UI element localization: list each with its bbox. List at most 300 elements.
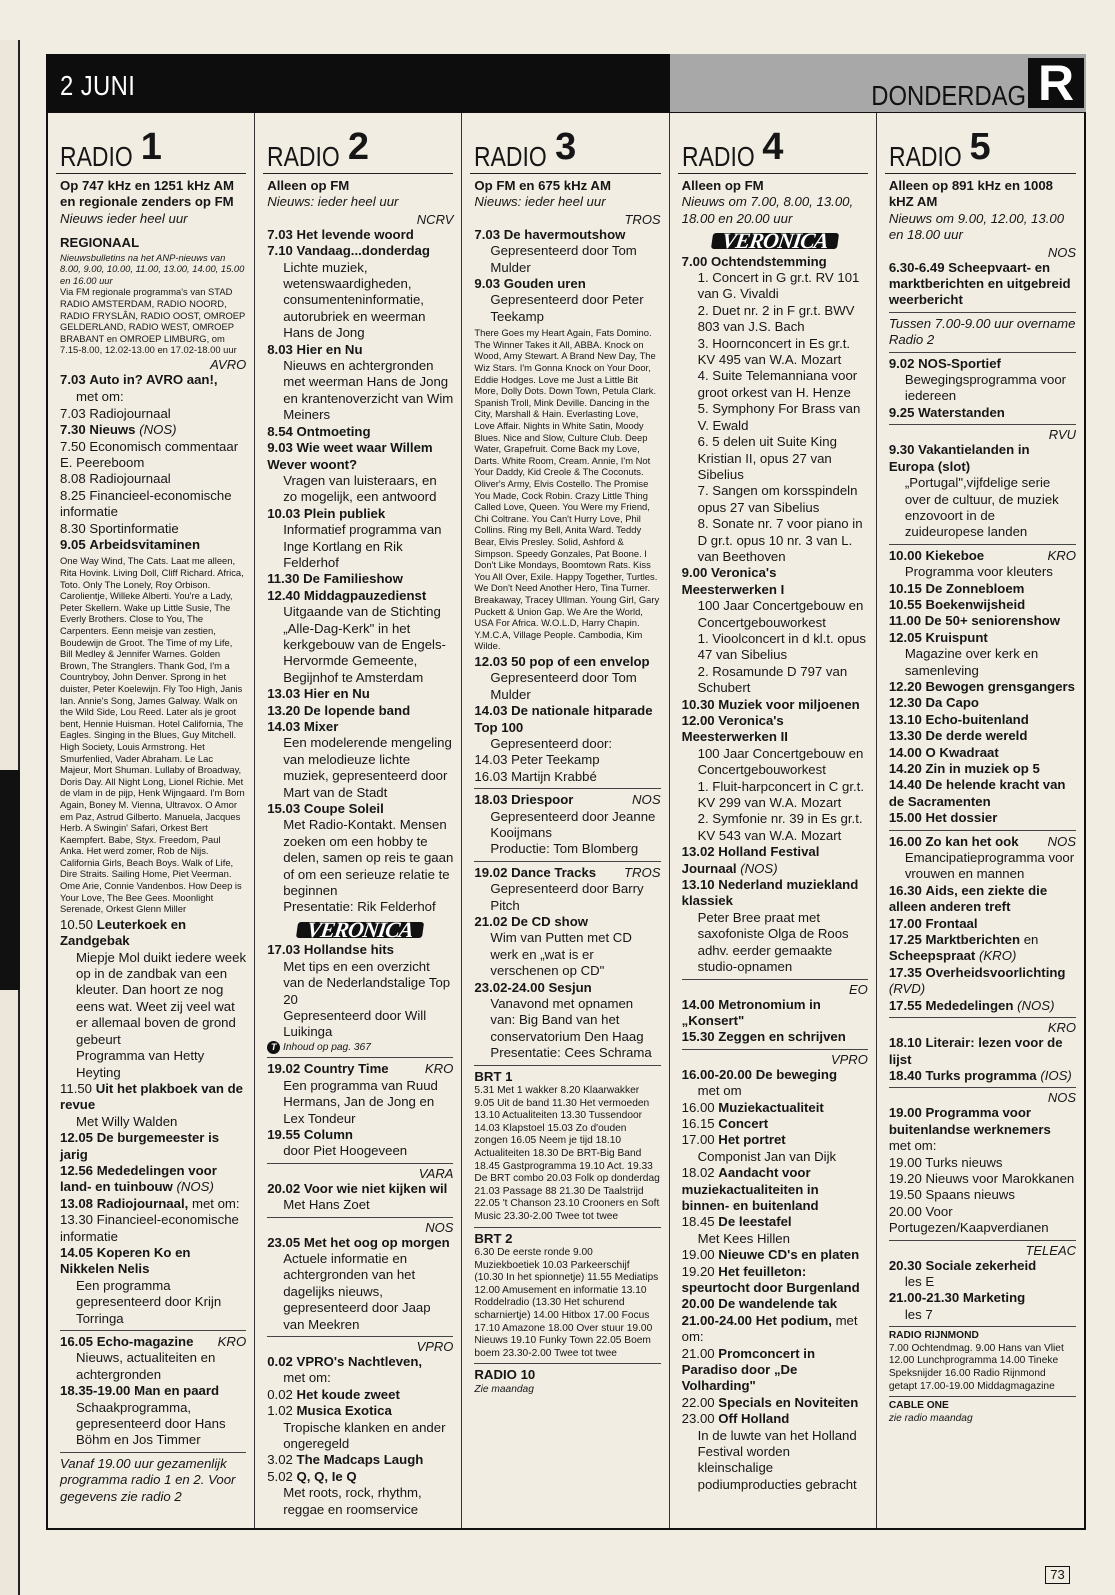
divider bbox=[263, 173, 453, 174]
program-title: De leestafel bbox=[718, 1214, 792, 1230]
program-time: 20.00 bbox=[681, 1296, 715, 1312]
program-time: 5.02 bbox=[267, 1468, 293, 1484]
program-title: Arbeidsvitaminen bbox=[89, 537, 201, 553]
program-time: 10.50 bbox=[60, 916, 94, 932]
program-item bbox=[682, 997, 868, 1030]
divider bbox=[682, 1049, 868, 1050]
program-title: Specials en Noviteiten bbox=[718, 1394, 859, 1410]
program-title: De Zonnebloem bbox=[925, 580, 1025, 596]
program-desc: Gepresenteerd door Will Luikinga bbox=[283, 1007, 427, 1040]
divider bbox=[889, 424, 1076, 425]
program-title: Ochtendstemming bbox=[710, 253, 827, 269]
program-title: De derde wereld bbox=[925, 728, 1028, 744]
program-item bbox=[267, 1061, 453, 1077]
program-title: Holland Festival Journaal bbox=[681, 844, 820, 876]
program-time: 19.02 bbox=[267, 1061, 301, 1077]
program-broadcaster: (NOS) bbox=[740, 860, 778, 876]
program-title: Nieuwe CD's en platen bbox=[718, 1247, 860, 1263]
rijnmond-title: RADIO RIJNMOND bbox=[888, 1330, 979, 1342]
program-item bbox=[889, 1035, 1076, 1068]
divider bbox=[678, 173, 868, 174]
radio-listings bbox=[46, 112, 1086, 1530]
program-item bbox=[889, 745, 1076, 761]
program-item bbox=[267, 342, 453, 358]
program-item bbox=[682, 1296, 868, 1312]
program-title: Mixer bbox=[303, 719, 339, 734]
program-title: Promconcert in Paradiso door „De Volharding" bbox=[681, 1345, 816, 1394]
program-desc: Magazine over kerk en samenleving bbox=[904, 646, 1039, 678]
program-time: 12.20 bbox=[888, 678, 922, 694]
program-title: Hollandse hits bbox=[303, 942, 395, 958]
header-date-bar bbox=[46, 54, 670, 112]
program-broadcaster: (IOS) bbox=[1040, 1067, 1072, 1083]
program-item bbox=[889, 1105, 1076, 1154]
veronica-logo bbox=[682, 228, 868, 254]
program-time: 22.00 bbox=[681, 1394, 715, 1410]
program-time: 19.20 bbox=[681, 1263, 715, 1279]
program-title: Sociale zekerheid bbox=[925, 1257, 1037, 1273]
program-title: Het dossier bbox=[925, 810, 998, 826]
program-item bbox=[889, 1068, 1076, 1084]
program-title: Het portret bbox=[718, 1132, 786, 1148]
program-item bbox=[889, 834, 1076, 850]
program-desc: Met Radio-Kontakt. Mensen zoeken om een hobby te delen, samen op reis te gaan of om een serieuze relatie te beginnen bbox=[283, 817, 454, 899]
program-time: 14.03 bbox=[267, 719, 301, 734]
program-desc: 5. Symphony For Brass van V. Ewald bbox=[697, 401, 861, 433]
divider bbox=[267, 1057, 453, 1058]
regional-text-2: Via FM regionale programma's van STAD RADIO AMSTERDAM, RADIO NOORD, RADIO FRYSLÂN, RADIO OOST, OMROEP GELDERLAND, RADIO WEST, OMROEP BRABANT en OMROEP LIMBURG, om 7.15-8.00, 12.02-13.00 en 17.02-18.00 uur bbox=[60, 286, 246, 356]
program-desc: Met Willy Walden bbox=[76, 1113, 178, 1129]
program-desc: Gepresenteerd door Jeanne Kooijmans bbox=[490, 808, 656, 840]
program-item bbox=[682, 254, 868, 270]
program-title: Waterstanden bbox=[918, 404, 1005, 420]
program-title: Mededelingen bbox=[925, 997, 1014, 1013]
program-title: De beweging bbox=[755, 1066, 838, 1082]
program-title: Ontmoeting bbox=[296, 423, 371, 439]
program-desc: Met roots, rock, rhythm, reggae en roomservice bbox=[283, 1485, 422, 1517]
program-item bbox=[267, 801, 453, 817]
radio4-column bbox=[670, 113, 877, 1528]
divider bbox=[474, 1065, 660, 1066]
program-time: 16.00 bbox=[681, 1099, 715, 1115]
program-time: 18.35-19.00 bbox=[60, 1383, 131, 1399]
program-desc: Gepresenteerd door: bbox=[490, 735, 613, 751]
program-desc: les E bbox=[904, 1273, 935, 1289]
section-letter-badge: R bbox=[1028, 58, 1084, 108]
program-item bbox=[267, 1452, 453, 1468]
frequency-info: Alleen op FM bbox=[267, 178, 350, 193]
program-time: 0.02 bbox=[267, 1354, 293, 1369]
program-item bbox=[682, 1132, 868, 1148]
regional-title: REGIONAAL bbox=[60, 235, 140, 251]
program-title: Off Holland bbox=[718, 1411, 790, 1427]
program-time: 9.02 bbox=[888, 355, 915, 371]
program-item bbox=[682, 877, 868, 910]
program-time: 17.00 bbox=[888, 915, 922, 931]
program-title: Wie weet waar Willem Wever woont? bbox=[267, 440, 433, 472]
program-desc: Miepje Mol duikt iedere week op in de zandbak van een kleuter. Dan hoort ze nog eens wat. Weet zij veel wat er allemaal boven de grond gebeurt bbox=[76, 949, 247, 1047]
divider bbox=[60, 1330, 246, 1331]
program-time: 12.40 bbox=[267, 587, 301, 603]
cable-one-title: CABLE ONE bbox=[888, 1400, 949, 1412]
program-time: 21.00 bbox=[681, 1345, 715, 1361]
program-desc: Componist Jan van Dijk bbox=[697, 1148, 837, 1164]
broadcaster-nos: NOS bbox=[1047, 244, 1077, 260]
radio1-header bbox=[60, 119, 246, 172]
page-header bbox=[46, 54, 1086, 112]
program-title: Overheidsvoorlichting bbox=[925, 964, 1066, 980]
program-title: De burgemeester is jarig bbox=[60, 1130, 220, 1162]
program-title: Kiekeboe bbox=[925, 547, 985, 563]
program-time: 1.02 bbox=[267, 1403, 293, 1419]
program-time: 14.03 bbox=[474, 703, 508, 719]
program-time: 19.55 bbox=[267, 1126, 301, 1142]
program-title: Uit het plakboek van de revue bbox=[60, 1080, 244, 1113]
program-time: 12.05 bbox=[888, 629, 922, 645]
program-title: Voor wie niet kijken wil bbox=[303, 1180, 448, 1196]
news-info: Nieuws: ieder heel uur bbox=[474, 194, 606, 210]
program-desc: 3. Hoornconcert in Es gr.t. KV 495 van W.A. Mozart bbox=[697, 335, 851, 368]
program-time: 15.00 bbox=[888, 810, 922, 826]
program-title: Dance Tracks bbox=[511, 864, 597, 880]
program-item bbox=[889, 883, 1076, 916]
program-time: 17.55 bbox=[888, 997, 922, 1013]
program-item bbox=[474, 703, 660, 736]
program-broadcaster: KRO bbox=[217, 1334, 247, 1349]
program-title: Marktberichten bbox=[925, 932, 1021, 948]
broadcaster-vpro: VPRO bbox=[416, 1339, 454, 1354]
playlist: One Way Wind, The Cats. Laat me alleen, Rita Hovink. Living Doll, Cliff Richard. Africa, Toto. Only The Lonely, Roy Orbison. Carolientje, Willeke Alberti. You're a Lady, Peter Skellern. Wake up Little Susie, The Everly Brothers. Close to You, The Carpenters. Eenn meisje van zestien, Boudewijn de Groot. The Time of my Life, Bill Medley & Jennifer Warnes. Golden Brown, The Stranglers. Thank God, I'm a Countryboy, John Denver. Sprong in het duister, Peter Koelewijn. Fly Too High, Janis Ian. Annie's Song, James Galway. Walk on the Wild Side, Lou Reed. Later als je groot bent, Hennie Huisman. Hotel California, The Eagles. Singing in the Blues, Guy Mitchell. High Society, Louis Armstrong. Het Smurfenlied, Vader Abraham. Le Lac Majeur, Mort Shuman. Lullaby of Broadway, Doris Day. All Night Long, Lionel Richie. Met de vlam in de pijp, Henk Wijngaard. I'm Born Again, Boney M. Vienna, Ultravox. O Amor em Paz, Astrud Gilberto. Manuela, Jacques Herb. A Swingin' Safari, Orkest Bert Kaempfert. Babe, Styx. Freedom, Paul Anka. Het werd zomer, Rob de Nijs. California Girls, Beach Boys. Walk of Life, Dire Straits. Sailing Home, Piet Veerman. Ome Arie, Connie Vandenbos. How Deep is Your Love, The Bee Gees. Moonlight Serenade, Orkest Glenn Miller bbox=[60, 555, 245, 915]
program-time: 7.00 bbox=[681, 253, 708, 269]
program-title: Kruispunt bbox=[925, 629, 988, 645]
program-desc: 2. Rosamunde D 797 van Schubert bbox=[697, 663, 848, 696]
broadcaster-kro: KRO bbox=[1047, 1020, 1077, 1036]
program-time: 13.02 bbox=[681, 844, 715, 860]
program-title: Hier en Nu bbox=[303, 686, 370, 702]
program-item bbox=[889, 356, 1076, 372]
divider bbox=[267, 1163, 453, 1164]
program-desc: Bewegingsprogramma voor iedereen bbox=[904, 372, 1067, 404]
page-edge bbox=[0, 40, 20, 1595]
program-item bbox=[682, 697, 868, 713]
header-date: 2 JUNI bbox=[60, 70, 136, 101]
divider bbox=[474, 861, 660, 862]
program-broadcaster: (NOS) bbox=[139, 422, 177, 438]
program-title: Radiojournaal, bbox=[96, 1195, 189, 1211]
program-time: 12.05 bbox=[60, 1130, 94, 1146]
column-footer: Vanaf 19.00 uur gezamenlijk programma radio 1 en 2. Voor gegevens zie radio 2 bbox=[60, 1455, 236, 1504]
program-desc: Programma van Hetty Heyting bbox=[76, 1048, 205, 1080]
program-desc: Vanavond met opnamen van: Big Band van het conservatorium Den Haag bbox=[490, 996, 644, 1044]
station-number: 5 bbox=[969, 126, 991, 168]
broadcaster-rvu: RVU bbox=[1048, 427, 1077, 443]
program-item bbox=[267, 1127, 453, 1143]
program-line: 8.08 Radiojournaal bbox=[60, 471, 171, 487]
divider bbox=[889, 1326, 1076, 1327]
program-desc: Presentatie: Cees Schrama bbox=[490, 1045, 652, 1061]
program-item bbox=[889, 965, 1076, 998]
divider bbox=[474, 1363, 660, 1364]
program-item bbox=[267, 571, 453, 587]
program-time: 10.00 bbox=[888, 547, 922, 563]
program-title: Turks programma bbox=[925, 1067, 1037, 1083]
program-item bbox=[267, 506, 453, 522]
program-time: 23.00 bbox=[681, 1411, 715, 1427]
program-title: Scheepspraat bbox=[888, 948, 976, 964]
program-time: 3.02 bbox=[267, 1452, 293, 1468]
program-time: 17.35 bbox=[888, 964, 922, 980]
playlist: There Goes my Heart Again, Fats Domino. The Winner Takes it All, ABBA. Knock on Wood, Amy Stewart. A Brand New Day, The Wiz Stars. I'm Gonna Knock on Your Door, Eddie Hodges. Love me Just a Little Bit More, Dolly Dots. Down Town, Petula Clark. Spanish Troll, Mink Deville. Dancing in the City, Marshall & Hain. Everlasting Love, Love Affair. Nights in White Satin, Moody Blues. Nice and Slow, Culture Club. Deep Water, Grapefruit. Come Back my Love, Darts. White Room, Cream. Annie, I'm Not Your Daddy, Kid Creole & The Coconuts. Oliver's Army, Elvis Costello. The Promise You Made, Cock Robin. Crazy Little Thing Called Love, Queen. You Were my Friend, Chi Coltrane. You Can't Hurry Love, Phil Collins. Ring my Bell, Anita Ward. Teddy Bear, Elvis Presley. Solid, Ashford & Simpson. Speedy Gonzales, Pat Boone. I Don't Like Mondays, Boomtown Rats. Kiss You All Over, Exile. Happy Together, Turtles. We Don't Need Another Hero, Tina Turner. Breakaway, Tracey Ullman. Young Girl, Gary Puckett & Union Gap. We Are the World, USA For Africa. W.O.L.D, Harry Chapin. Y.M.C.A, Village People. Cambodia, Kim Wilde. bbox=[474, 327, 660, 652]
program-item bbox=[474, 980, 660, 996]
program-time: 11.00 bbox=[888, 613, 922, 629]
broadcaster-vpro: VPRO bbox=[830, 1051, 868, 1067]
divider bbox=[60, 1452, 246, 1453]
program-item bbox=[682, 1264, 868, 1297]
divider bbox=[470, 173, 660, 174]
program-item bbox=[682, 713, 868, 746]
program-desc: Schaakprogramma, gepresenteerd door Hans Böhm en Jos Timmer bbox=[76, 1399, 226, 1448]
broadcaster-ncrv: NCRV bbox=[416, 211, 454, 227]
page-reference-text: Inhoud op pag. 367 bbox=[283, 1041, 371, 1053]
program-time: 17.25 bbox=[888, 932, 922, 948]
program-title: NOS-Sportief bbox=[918, 355, 1001, 371]
program-time: 21.00-21.30 bbox=[888, 1290, 960, 1306]
program-item bbox=[682, 844, 868, 877]
program-item bbox=[889, 998, 1076, 1014]
radio3-header bbox=[474, 119, 660, 172]
program-title: Metronomium in „Konsert" bbox=[681, 996, 821, 1028]
program-item bbox=[682, 1100, 868, 1116]
news-info: Nieuws ieder heel uur bbox=[60, 210, 188, 226]
program-time: 18.40 bbox=[888, 1067, 922, 1083]
program-time: 9.03 bbox=[474, 276, 501, 292]
program-desc: Emancipatieprogramma voor vrouwen en mannen bbox=[904, 850, 1075, 882]
divider bbox=[889, 312, 1076, 313]
veronica-logo-text: VERONICA bbox=[296, 922, 424, 938]
program-time: 19.02 bbox=[474, 864, 508, 880]
divider bbox=[56, 173, 246, 174]
program-title: Auto in? AVRO aan!, bbox=[89, 371, 218, 387]
program-time: 14.40 bbox=[888, 777, 922, 793]
program-desc: Uitgaande van de Stichting „Alle-Dag-Kerk" in het kerkgebouw van de Engels-Hervormde Gemeente, Begijnhof te Amsterdam bbox=[283, 604, 446, 685]
regional-text: Nieuwsbulletins na het ANP-nieuws van 8.00, 9.00, 10.00, 11.00, 13.00, 14.00, 15.00 en 16.00 uur bbox=[60, 251, 245, 286]
program-time: 7.03 bbox=[267, 226, 293, 242]
divider bbox=[889, 1240, 1076, 1241]
program-title: Aandacht voor muziekactualiteiten in binnen- en buitenland bbox=[681, 1165, 819, 1213]
program-sub: met om: bbox=[681, 1312, 858, 1345]
divider bbox=[889, 1087, 1076, 1088]
program-item bbox=[267, 719, 453, 735]
program-item bbox=[889, 1258, 1076, 1274]
program-time: 14.20 bbox=[888, 761, 922, 776]
program-time: 18.03 bbox=[474, 792, 508, 808]
program-title: De CD show bbox=[511, 913, 589, 929]
program-broadcaster: NOS bbox=[1047, 833, 1077, 849]
program-item bbox=[60, 1081, 246, 1114]
program-title: Literair: lezen voor de lijst bbox=[888, 1035, 1063, 1067]
program-title: Veronica's Meesterwerken II bbox=[681, 713, 788, 745]
divider bbox=[889, 1017, 1076, 1018]
program-line bbox=[60, 422, 246, 438]
program-time: 15.03 bbox=[267, 801, 301, 817]
radio2-header bbox=[267, 119, 453, 172]
program-time: 18.45 bbox=[681, 1214, 715, 1230]
program-line: 14.03 Peter Teekamp bbox=[474, 752, 600, 768]
program-title: Plein publiek bbox=[303, 505, 386, 521]
program-time: 9.00 bbox=[681, 565, 708, 581]
divider bbox=[474, 1227, 660, 1228]
program-item bbox=[889, 548, 1076, 564]
cable-one-text: zie radio maandag bbox=[888, 1412, 973, 1424]
program-title: Leuterkoek en Zandgebak bbox=[60, 916, 187, 949]
divider bbox=[889, 1396, 1076, 1397]
program-desc: Actuele informatie en achtergronden van het dagelijks nieuws, gepresenteerd door Jaap van Meekren bbox=[283, 1250, 431, 1332]
program-time: 10.03 bbox=[267, 505, 301, 521]
program-desc: Peter Bree praat met saxofoniste Olga de Roos adhv. eerder gemaakte studio-opnamen bbox=[697, 909, 849, 975]
program-item bbox=[60, 1334, 246, 1350]
program-time: 16.15 bbox=[681, 1115, 715, 1131]
program-title: Frontaal bbox=[925, 915, 978, 931]
program-title: Hier en Nu bbox=[296, 341, 363, 357]
program-title: Bewogen grensgangers bbox=[925, 678, 1075, 694]
program-sub: met om: bbox=[888, 1138, 937, 1154]
program-item bbox=[474, 276, 660, 292]
program-time: 21.00-24.00 bbox=[681, 1312, 753, 1328]
program-title: Country Time bbox=[303, 1061, 389, 1077]
divider bbox=[885, 173, 1076, 174]
program-time: 18.10 bbox=[888, 1035, 922, 1051]
broadcaster-teleac: TELEAC bbox=[1025, 1242, 1077, 1258]
program-desc: 8. Sonate nr. 7 voor piano in D gr.t. opus 10 nr. 3 van L. van Beethoven bbox=[697, 516, 863, 564]
program-time: 9.25 bbox=[888, 404, 915, 420]
program-title: Middagpauzedienst bbox=[303, 587, 427, 603]
program-line: 8.30 Sportinformatie bbox=[60, 520, 179, 536]
program-item bbox=[60, 1130, 246, 1163]
program-desc: In de luwte van het Holland Festival worden kleinschalige podiumproducties gebracht bbox=[697, 1427, 857, 1492]
program-desc: 100 Jaar Concertgebouw en Concertgebouworkest bbox=[697, 598, 864, 630]
program-time: 9.30 bbox=[888, 442, 915, 458]
station-word: RADIO bbox=[681, 140, 755, 172]
program-title: Da Capo bbox=[925, 695, 979, 711]
program-item bbox=[889, 761, 1076, 777]
program-title: Zeggen en schrijven bbox=[718, 1029, 846, 1045]
program-desc: Een programma gepresenteerd door Krijn Torringa bbox=[76, 1277, 222, 1326]
program-desc: Gepresenteerd door Peter Teekamp bbox=[490, 292, 644, 324]
program-desc: Een programma van Ruud Hermans, Jan de Jong en Lex Tondeur bbox=[283, 1077, 438, 1126]
program-item bbox=[889, 728, 1076, 744]
frequency-info: Alleen op 891 kHz en 1008 kHZ AM bbox=[888, 178, 1053, 210]
program-item bbox=[682, 1411, 868, 1427]
frequency-info: Op FM en 675 kHz AM bbox=[474, 178, 611, 193]
program-time: 12.56 bbox=[60, 1162, 94, 1178]
program-item bbox=[889, 810, 1076, 826]
program-desc: Productie: Tom Blomberg bbox=[490, 841, 639, 857]
program-item bbox=[267, 1469, 453, 1485]
program-item bbox=[267, 588, 453, 604]
program-item bbox=[682, 565, 868, 598]
program-time: 14.00 bbox=[681, 996, 715, 1012]
program-time: 6.30-6.49 bbox=[888, 259, 945, 275]
program-desc: les 7 bbox=[904, 1306, 933, 1322]
program-line: 16.03 Martijn Krabbé bbox=[474, 768, 597, 784]
program-sub: met om: bbox=[191, 1195, 240, 1211]
station-word: RADIO bbox=[60, 140, 133, 172]
program-desc: Met tips en een overzicht van de Nederlandstalige Top 20 bbox=[283, 958, 451, 1007]
page-number: 73 bbox=[1045, 1566, 1070, 1584]
brt2-title: BRT 2 bbox=[474, 1230, 513, 1246]
program-desc: 4. Suite Telemanniana voor groot orkest van H. Henze bbox=[697, 368, 858, 400]
program-desc: 100 Jaar Concertgebouw en Concertgebouworkest bbox=[697, 745, 864, 778]
program-desc: 1. Concert in G gr.t. RV 101 van G. Vivaldi bbox=[697, 270, 860, 302]
program-time: 20.30 bbox=[888, 1257, 922, 1273]
program-line: 19.20 Nieuws voor Marokkanen bbox=[888, 1170, 1075, 1186]
divider bbox=[474, 788, 660, 789]
program-title: Marketing bbox=[962, 1290, 1026, 1306]
station-word: RADIO bbox=[474, 140, 548, 172]
program-item bbox=[474, 914, 660, 930]
program-title: Sesjun bbox=[548, 979, 592, 995]
program-line: 13.30 Financieel-economische informatie bbox=[60, 1212, 239, 1244]
rijnmond-schedule: 7.00 Ochtendmag. 9.00 Hans van Vliet 12.00 Lunchprogramma 14.00 Tineke Speksnijder 16.00 Radio Rijnmond getapt 17.00-19.00 Middagmagazine bbox=[888, 1342, 1064, 1392]
radio2-column bbox=[255, 113, 462, 1528]
program-time: 13.10 bbox=[681, 877, 715, 893]
program-time: 19.00 bbox=[681, 1247, 715, 1263]
page-reference bbox=[267, 1041, 453, 1055]
program-title: O Kwadraat bbox=[925, 744, 999, 760]
program-desc: Vragen van luisteraars, en zo mogelijk, een antwoord bbox=[283, 472, 437, 505]
program-item bbox=[267, 424, 453, 440]
program-item bbox=[889, 405, 1076, 421]
program-item bbox=[60, 537, 246, 553]
program-note: Tussen 7.00-9.00 uur overname Radio 2 bbox=[888, 315, 1076, 348]
program-title: Scheepvaart- en marktberichten en uitgebreid weerbericht bbox=[888, 259, 1071, 308]
program-title: De nationale hitparade Top 100 bbox=[474, 703, 653, 735]
program-sub: met om bbox=[697, 1083, 742, 1099]
program-item bbox=[60, 372, 246, 388]
program-title: Het koude zweet bbox=[296, 1386, 400, 1402]
program-item bbox=[889, 630, 1076, 646]
program-item bbox=[267, 1354, 453, 1370]
program-item bbox=[889, 777, 1076, 810]
news-info: Nieuws: ieder heel uur bbox=[267, 194, 399, 210]
program-title: VPRO's Nachtleven, bbox=[296, 1354, 423, 1369]
program-title: Mededelingen voor land- en tuinbouw bbox=[60, 1162, 217, 1195]
program-time: 7.03 bbox=[474, 226, 501, 242]
program-title: De lopende band bbox=[303, 702, 411, 718]
program-desc: Nieuws, actualiteiten en achtergronden bbox=[76, 1350, 216, 1382]
program-item bbox=[474, 227, 660, 243]
radio5-column bbox=[877, 113, 1084, 1528]
program-item bbox=[889, 597, 1076, 613]
broadcaster-avro: AVRO bbox=[210, 356, 247, 372]
station-number: 3 bbox=[555, 126, 577, 168]
program-time: 11.30 bbox=[267, 571, 300, 587]
program-broadcaster: KRO bbox=[1047, 547, 1077, 563]
radio5-header bbox=[888, 119, 1076, 172]
program-title: Column bbox=[303, 1126, 353, 1142]
veronica-logo-text: VERONICA bbox=[711, 233, 839, 249]
program-desc: Informatief programma van Inge Kortlang en Rik Felderhof bbox=[283, 522, 442, 570]
program-item bbox=[889, 916, 1076, 932]
program-title: The Madcaps Laugh bbox=[296, 1452, 424, 1468]
program-line: 19.50 Spaans nieuws bbox=[888, 1187, 1015, 1203]
program-item bbox=[267, 227, 453, 243]
program-desc: Tropische klanken en ander ongeregeld bbox=[283, 1419, 446, 1452]
station-number: 1 bbox=[140, 126, 162, 168]
program-item bbox=[474, 792, 660, 808]
program-title: Koperen Ko en Nikkelen Nelis bbox=[60, 1244, 191, 1277]
brt1-title: BRT 1 bbox=[474, 1068, 513, 1084]
